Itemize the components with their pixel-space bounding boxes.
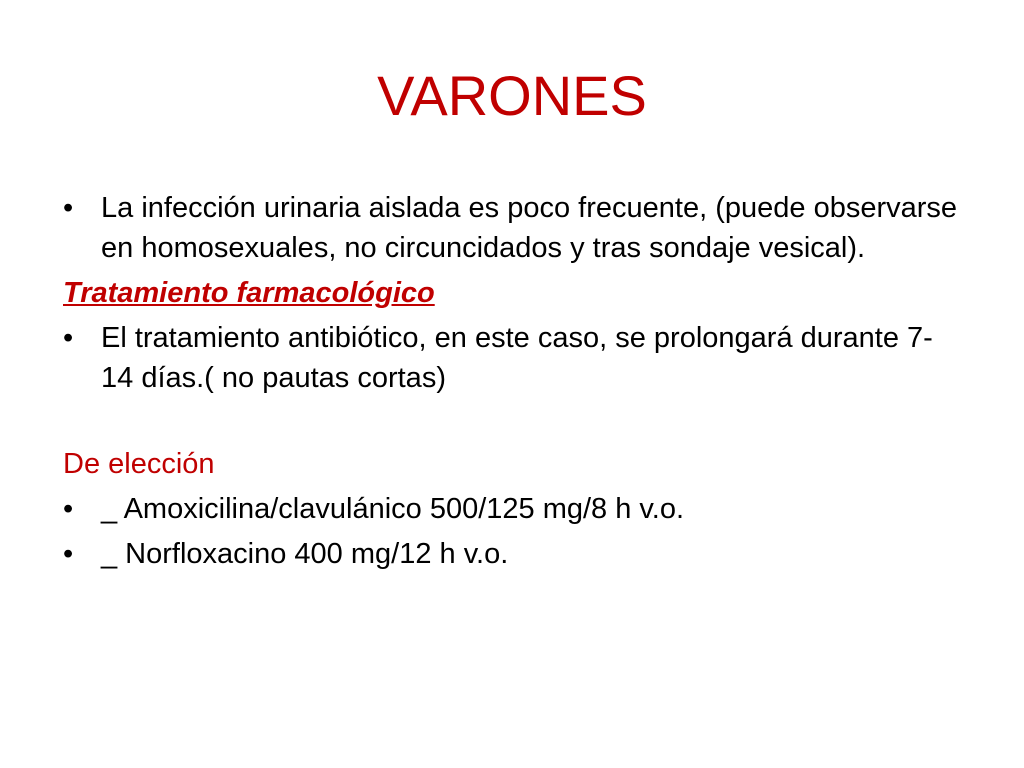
treatment-heading: Tratamiento farmacológico xyxy=(63,277,435,309)
bullet-icon: • xyxy=(63,192,74,224)
bullet-treatment-text: El tratamiento antibiótico, en este caso, se prolongará durante 7-14 días.( no pautas cortas) xyxy=(101,322,933,394)
slide-body xyxy=(63,188,963,574)
choice-item-text: _ Norfloxacino 400 mg/12 h v.o. xyxy=(101,538,509,570)
bullet-icon: • xyxy=(63,538,74,570)
bullet-icon: • xyxy=(63,493,74,525)
choice-heading: De elección xyxy=(63,448,215,480)
slide-title: VARONES xyxy=(377,64,647,127)
choice-item-text: _ Amoxicilina/clavulánico 500/125 mg/8 h v.o. xyxy=(101,493,685,525)
bullet-icon: • xyxy=(63,322,74,354)
bullet-intro-text: La infección urinaria aislada es poco frecuente, (puede observarse en homosexuales, no circuncidados y tras sondaje vesical). xyxy=(101,192,958,264)
bullet-choice-norfloxacino xyxy=(63,534,963,574)
bullet-intro xyxy=(63,188,963,268)
bullet-choice-amoxicilina xyxy=(63,489,963,529)
bullet-treatment xyxy=(63,318,963,398)
